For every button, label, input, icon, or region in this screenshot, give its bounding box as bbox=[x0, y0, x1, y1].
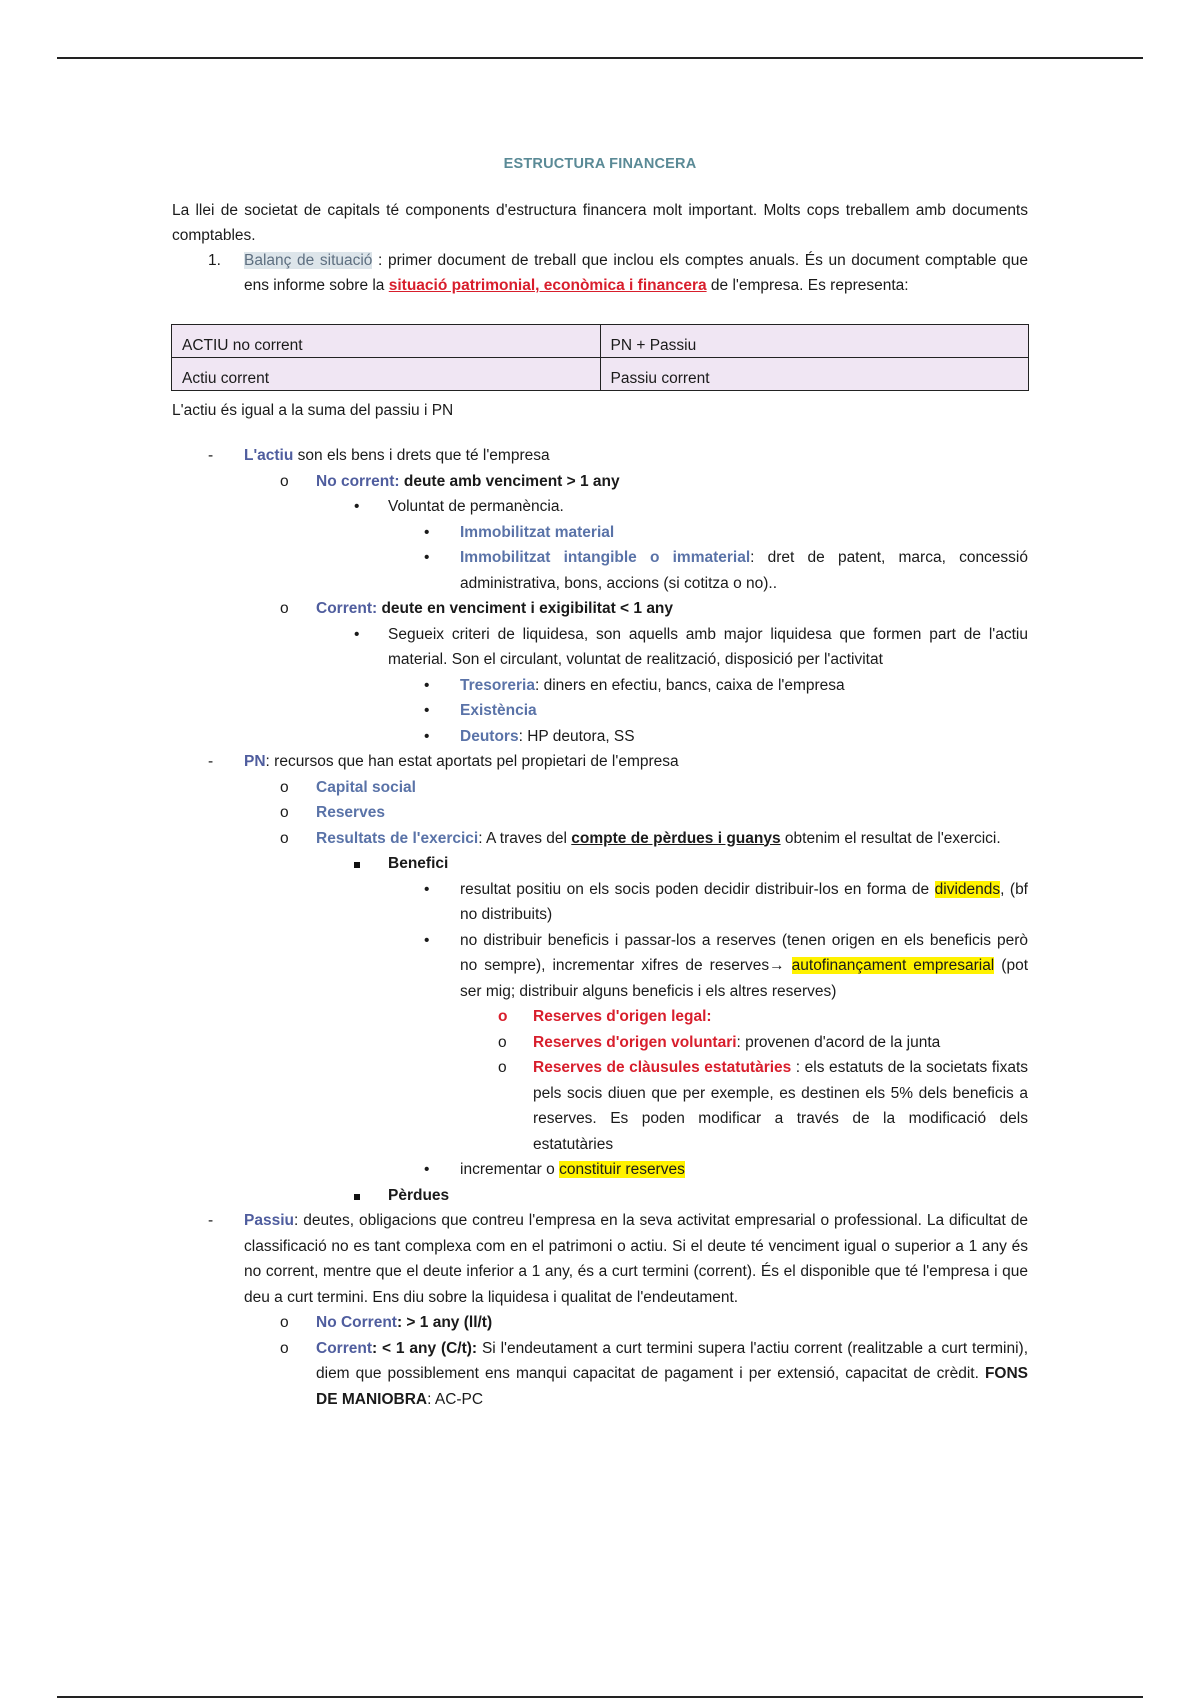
list-item-no-corrent bbox=[172, 469, 1028, 495]
passiu-text: : deutes, obligacions que contreu l'empresa en la seva activitat empresarial o professional. La dificultat de classificació no es tant complexa com en el patrimoni o actiu. Si el deute té venciment igual o superior a 1 any és no corrent, mentre que el deute inferior a 1 any, és a curt termini (corrent). És el disponible que té l'empresa i que deu a curt termini. Ens diu sobre la liquidesa i qualitat de l'endeutament. bbox=[244, 1212, 1028, 1306]
voluntat-text: Voluntat de permanència. bbox=[388, 498, 564, 515]
deutors-text: : HP deutora, SS bbox=[518, 727, 635, 745]
tresoreria-text: : diners en efectiu, bancs, caixa de l'empresa bbox=[534, 676, 845, 694]
liquidesa-text: Segueix criteri de liquidesa, son aquells amb major liquidesa que formen part de l'actiu material. Son el circulant, voluntat de realització, disposició per l'activitat bbox=[388, 625, 1028, 668]
benefici-term: Benefici bbox=[388, 855, 449, 872]
list-item-perdues bbox=[172, 1183, 1028, 1209]
circle-marker: o bbox=[498, 1059, 507, 1076]
passiu-c-bold: : < 1 any (C/t): bbox=[371, 1339, 478, 1357]
list-item-autofinancament bbox=[172, 928, 1028, 1005]
no-corrent-term: No corrent: bbox=[316, 472, 400, 490]
reserves-voluntari-text: : provenen d'acord de la junta bbox=[736, 1033, 941, 1051]
resultats-text-a: : A traves del bbox=[478, 829, 572, 847]
table-cell: ACTIU no corrent bbox=[172, 325, 601, 358]
fons-maniobra-term: FONS DE MANIOBRA bbox=[316, 1365, 1028, 1408]
existencia-term: Existència bbox=[460, 702, 537, 719]
list-item-pn bbox=[172, 749, 1028, 775]
b1-text-b: , (bf no distribuits) bbox=[460, 880, 1028, 923]
reserves-legal-term: Reserves d'origen legal: bbox=[533, 1008, 712, 1025]
list-item-im-intangible bbox=[172, 545, 1028, 596]
passiu-nc-term: No Corrent bbox=[316, 1314, 397, 1331]
table-cell: Passiu corrent bbox=[600, 358, 1029, 391]
equation-line: L'actiu és igual a la suma del passiu i PN bbox=[172, 402, 454, 419]
resultats-text-b: obtenim el resultat de l'exercici. bbox=[780, 829, 1001, 847]
intro-paragraph: La llei de societat de capitals té components d'estructura financera molt important. Molts cops treballem amb documents comptables. bbox=[172, 202, 1028, 244]
list-item-reserves-legal bbox=[172, 1004, 1028, 1030]
item-number: 1. bbox=[208, 252, 221, 269]
fons-maniobra-text: : AC-PC bbox=[427, 1390, 484, 1408]
bullet-marker: • bbox=[424, 931, 430, 949]
table-row bbox=[172, 325, 1029, 358]
list-item-corrent bbox=[172, 596, 1028, 622]
circle-marker: o bbox=[498, 1033, 507, 1051]
circle-marker: o bbox=[498, 1008, 508, 1025]
reserves-voluntari-term: Reserves d'origen voluntari bbox=[533, 1033, 737, 1051]
actiu-term: L'actiu bbox=[244, 447, 294, 464]
balance-table bbox=[171, 324, 1029, 391]
square-bullet-icon bbox=[354, 1183, 360, 1209]
bullet-marker: • bbox=[424, 1161, 430, 1178]
pn-term: PN bbox=[244, 753, 266, 770]
bullet-marker: • bbox=[424, 523, 430, 541]
im-intangible-text: : dret de patent, marca, concessió administrativa, bons, accions (si cotitza o no).. bbox=[460, 549, 1028, 592]
passiu-nc-text: : > 1 any (ll/t) bbox=[396, 1314, 493, 1331]
bullet-marker: • bbox=[424, 676, 430, 694]
list-item-voluntat bbox=[172, 494, 1028, 520]
list-item-liquidesa bbox=[172, 622, 1028, 673]
deutors-term: Deutors bbox=[460, 727, 519, 745]
no-corrent-text: deute amb venciment > 1 any bbox=[399, 472, 620, 490]
list-item-reserves-estatutaries bbox=[172, 1055, 1028, 1157]
dividends-highlight: dividends bbox=[934, 880, 1001, 898]
list-item-reserves bbox=[172, 800, 1028, 826]
im-intangible-term: Immobilitzat intangible o immaterial bbox=[460, 549, 751, 566]
bullet-marker: • bbox=[424, 880, 430, 898]
dash-marker: - bbox=[208, 753, 214, 770]
list-item-reserves-voluntari bbox=[172, 1030, 1028, 1056]
list-item-dividends bbox=[172, 877, 1028, 928]
pn-text: : recursos que han estat aportats pel propietari de l'empresa bbox=[265, 753, 679, 770]
bullet-marker: • bbox=[424, 549, 430, 566]
autofinancament-highlight: autofinançament empresarial bbox=[791, 957, 995, 974]
bullet-marker: • bbox=[354, 498, 360, 515]
circle-marker: o bbox=[280, 600, 289, 617]
numbered-item-balanc bbox=[172, 248, 1028, 298]
dash-marker: - bbox=[208, 1212, 214, 1229]
situacio-highlight: situació patrimonial, econòmica i financera bbox=[388, 277, 707, 294]
perdues-term: Pèrdues bbox=[388, 1186, 450, 1204]
circle-marker: o bbox=[280, 829, 289, 847]
b3-text-a: incrementar o bbox=[460, 1161, 560, 1178]
footer-rule bbox=[57, 1696, 1143, 1698]
table-cell: Actiu corrent bbox=[172, 358, 601, 391]
bullet-marker: • bbox=[424, 727, 430, 745]
compte-perdues-guanys: compte de pèrdues i guanys bbox=[571, 829, 781, 847]
balanc-term: Balanç de situació bbox=[244, 252, 373, 269]
list-item-existencia bbox=[172, 698, 1028, 724]
circle-marker: o bbox=[280, 1314, 289, 1331]
dash-marker: - bbox=[208, 447, 214, 464]
b2-text-b: (pot ser mig; distribuir alguns beneficis i els altres reserves) bbox=[460, 957, 1029, 1000]
list-item-passiu-corrent bbox=[172, 1336, 1028, 1413]
corrent-term: Corrent: bbox=[316, 600, 378, 617]
b2-text-a: no distribuir beneficis i passar-los a reserves (tenen origen en els beneficis però no sempre), incrementar xifres de reserves→ bbox=[460, 931, 1028, 974]
document-page bbox=[172, 150, 1028, 1412]
list-item-passiu-no-corrent bbox=[172, 1310, 1028, 1336]
square-bullet-icon bbox=[354, 851, 360, 877]
reserves-estatutaries-text: : els estatuts de la societats fixats pels socis diuen que per exemple, es destinen els 5% dels beneficis a reserves. Es poden modificar a través de la modificació dels estatutàries bbox=[533, 1059, 1028, 1153]
list-item-deutors bbox=[172, 724, 1028, 750]
reserves-term: Reserves bbox=[316, 804, 385, 821]
bullet-marker: • bbox=[354, 625, 360, 643]
table-row bbox=[172, 358, 1029, 391]
table-cell: PN + Passiu bbox=[600, 325, 1029, 358]
passiu-term: Passiu bbox=[244, 1212, 294, 1229]
circle-marker: o bbox=[280, 1339, 289, 1357]
passiu-c-text: Si l'endeutament a curt termini supera l'actiu corrent (realitzable a curt termini), diem que possiblement ens manqui capacitat de pagament i per extensió, capacitat de crèdit. bbox=[316, 1339, 1028, 1382]
tresoreria-term: Tresoreria bbox=[460, 676, 535, 694]
list-item-resultats bbox=[172, 826, 1028, 852]
circle-marker: o bbox=[280, 778, 289, 796]
reserves-estatutaries-term: Reserves de clàusules estatutàries bbox=[533, 1059, 792, 1076]
header-rule bbox=[57, 57, 1143, 59]
list-item-benefici bbox=[172, 851, 1028, 877]
constituir-highlight: constituir reserves bbox=[559, 1161, 685, 1178]
im-material-term: Immobilitzat material bbox=[460, 523, 615, 541]
corrent-text: deute en venciment i exigibilitat < 1 any bbox=[377, 600, 674, 617]
list-item-im-material bbox=[172, 520, 1028, 546]
balanc-text-a: : primer document de treball que inclou els comptes anuals. És un document comptable que ens informe sobre la bbox=[244, 252, 1028, 294]
passiu-c-term: Corrent bbox=[316, 1339, 372, 1357]
list-item-passiu bbox=[172, 1208, 1028, 1310]
list-item-capital bbox=[172, 775, 1028, 801]
circle-marker: o bbox=[280, 804, 289, 821]
balanc-text-b: de l'empresa. Es representa: bbox=[706, 277, 909, 294]
b1-text-a: resultat positiu on els socis poden decidir distribuir-los en forma de bbox=[460, 880, 935, 898]
list-item-actiu bbox=[172, 443, 1028, 469]
page-title: ESTRUCTURA FINANCERA bbox=[503, 156, 697, 172]
capital-term: Capital social bbox=[316, 778, 416, 796]
list-item-tresoreria bbox=[172, 673, 1028, 699]
actiu-text: son els bens i drets que té l'empresa bbox=[293, 447, 550, 464]
circle-marker: o bbox=[280, 472, 289, 490]
resultats-term: Resultats de l'exercici bbox=[316, 829, 479, 847]
list-item-constituir bbox=[172, 1157, 1028, 1183]
bullet-marker: • bbox=[424, 702, 430, 719]
